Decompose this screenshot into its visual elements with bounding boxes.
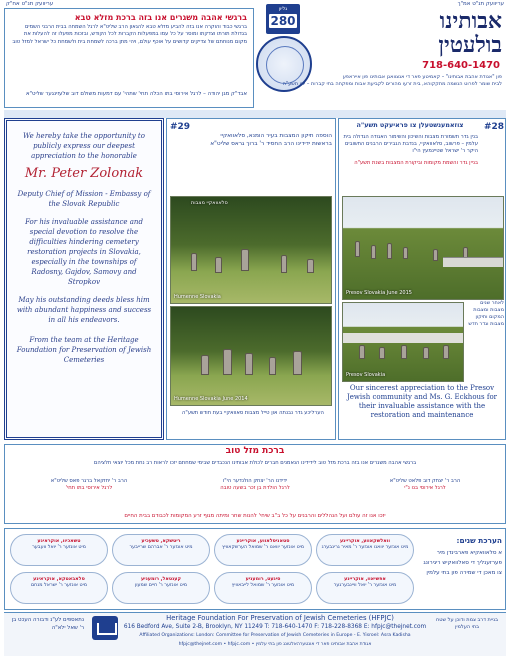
masthead-title: אבותינו: [439, 8, 502, 34]
tribute-reason: For his invaluable assistance and special devotion to resolve the difficulties hindering cemetery restoration projects in Slovakia, especially in the townships of Radosny, Gajdov, Samovy and Stropkov: [25, 218, 143, 286]
photo-humenne-cemetery-2: [170, 306, 332, 406]
chip-line: מיט אונזער יוואנו ר' שמואל הערשקאוויץ: [221, 545, 305, 551]
photo-humenne-caption-2: Humenne Slovakia June 2014: [174, 396, 248, 402]
location-chip: [112, 534, 210, 566]
tribute-panel: [4, 118, 164, 440]
location-chip: [10, 572, 108, 604]
chip-title: וואלשקאווע, אוקריינע: [339, 539, 391, 544]
chip-line: מיט אונזער ר' יואל וועבער: [32, 545, 86, 551]
masthead-sub-line2: לבית שומר לפרוט הנשמה מתקקוהא, בית זרעו מהורים לקביעת אבות ומפקחה בתי קברות – יוני תשע"ה: [282, 81, 502, 87]
issue-number: 280: [270, 14, 296, 28]
chip-title: ריטשקא, טשעכיע: [141, 539, 181, 544]
mazal-donor-1: [350, 478, 500, 492]
article-29-title: [190, 132, 332, 148]
footer-address: 616 Bedford Ave, Suite 2-B, Brooklyn, NY 11249 T: 718-640-1470 F: 718-228-8368 E: hfpjc@thejnet.com: [123, 624, 427, 630]
mazal-donor-3-line: לרגל אירוסי בתו תחי': [65, 485, 113, 492]
location-chip: [10, 534, 108, 566]
location-chip: [316, 534, 414, 566]
photo-humenne-label: סלאוואקיי מצבות: [191, 200, 228, 206]
mazal-donor-2-line: לרגל הולדת בן זכר בשעה טובה: [220, 485, 290, 492]
photo-humenne-caption-1: Humenne Slovakia: [174, 294, 221, 300]
article-29-subtitle: בראשות ידידינו הרב החסיד ר' ברוך גראס שליט"א: [210, 141, 332, 147]
article-29-number: #29: [170, 122, 191, 132]
masthead-title-line2: בולעטין: [438, 32, 502, 58]
masthead-sub-line1: פון "אגודת אהבת אבותינו" – קאמיטע פאר די אנצוואגן אבותינו פון אייראפע: [342, 74, 502, 80]
photo-presov-caption-2: Presov Slovakia: [346, 372, 386, 378]
photo-presov-cemetery-1: [342, 196, 504, 300]
notes-text: א סלאוואקיא פארבינדן מיר פערזענליך די סאלוואקיש ריגירונג צו מאכן די שמירה פון בתי עלמין: [423, 550, 502, 576]
tribute-intro: We hereby take the opportunity to publicly express our deepest appreciation to the honorable: [23, 132, 145, 160]
chip-title: סטאניסלאווע, אוקריינע: [236, 539, 290, 544]
footer-memorial-text: נתאספים לע"נ ודבורה העכט בן ר' שאל ילא"ה: [11, 617, 84, 631]
mazal-donor-2-name: ידידנו הר' יצחק הולנדער הי"ו: [222, 478, 288, 484]
chip-line: מיט אונזער יוואנו אונזער ר' מאיר גרינבערג: [321, 545, 409, 551]
article-28-body: בנין גדר תשמורת מצבות והשיכון והשימור האגודה הגדולה בית עלמין – פרשוב, סלאוואקיי, בנדבת הגבירים הרבנים החשובים היקר ר' ישראל שטיינמעץ הי"ו: [343, 134, 478, 155]
blessing-headline: ברגשי אהבה משגרים אנו בזה ברכת מזלא טבא: [74, 13, 247, 22]
top-strip-right: עריוועק תנ"ט אמ"ך: [457, 1, 504, 7]
divider-band: [4, 110, 506, 118]
photo-humenne-cemetery-1: [170, 196, 332, 304]
top-strip: [0, 0, 510, 8]
chip-title: אפשיאוו, אוקריינע: [344, 577, 386, 582]
location-chip: [316, 572, 414, 604]
chip-line: מיט אונזער ר' יואל וויינבערגער: [333, 583, 397, 589]
mazal-donor-3-name: הרב ר' יחזקאל ברגר פאס שליט"א: [50, 478, 128, 484]
footer-right-text: בניית דרב צמת ודוכן על שטח בתי העלמין: [436, 617, 498, 630]
article-28-sub: בניין גדר והשמת מקומות וביקורת המצבות בשנת תשע"ה: [354, 159, 478, 166]
article-29-headline: הוספה תיקון המצבות בעיר הומנא, סלאוואקיי: [220, 133, 332, 139]
mazal-donor-3: [14, 478, 164, 492]
mazal-tov-intro: ברגשי אהבה משגרים אנו בזה ברכת מזל טוב לידידינו הנאמנים חברים לכולת אבותינו הנכבדים שבימי שמחתם יזכו לראות רב נחת מכל יוצאי חלציהם: [93, 460, 417, 466]
tribute-honoree-name: Mr. Peter Zolonak: [24, 166, 144, 181]
tribute-from: From the team at the Heritage Foundation for Preservation of Jewish Cemeteries: [16, 336, 152, 364]
masthead-subtitle: [262, 74, 502, 88]
tribute-wish: May his outstanding deeds bless him with abundant happiness and success in all his endeavors.: [16, 296, 152, 324]
blessing-signature: אבד"ק מגן יהודה – לרגל אירוסי בתו הכלה תחי' שתהי' עם דמעות משולם דוב שלעזינגער שליט"א: [25, 91, 247, 97]
mazal-tov-title: ברכת מזל טוב: [225, 446, 285, 456]
chip-line: מיט אונזער ר' אברהם שרייבער: [129, 545, 193, 551]
mazal-donor-1-name: הרב ר' יצחק דוב פלאט שליט"א: [389, 478, 461, 484]
chip-title: קענטאל, רומעניע: [140, 577, 182, 582]
location-chip: [214, 572, 312, 604]
article-28-side-text: לאחר שנים מצבות ומצבות המקום ותיקון מצבות וגדר חדש: [468, 300, 504, 327]
article-28-number: #28: [484, 122, 505, 132]
article-28-appreciation: Our sincerest appreciation to the Presov Jewish community and Ms. G. Eckhous for their invaluable assistance with the restoration and maintenance: [346, 384, 498, 419]
chip-title: טשאכיוו, אוקראינע: [37, 539, 81, 544]
notes-heading: הערכת שנים:: [456, 536, 502, 545]
location-chip: [214, 534, 312, 566]
footer-organization: Heritage Foundation For Preservation of Jewish Cemeteries (HFPJC): [166, 614, 394, 622]
mazal-donor-2: [180, 478, 330, 492]
chip-title: סיגעט, רומעניע: [245, 577, 281, 582]
masthead-phone: 718-640-1470: [422, 60, 500, 71]
issue-label: גליון: [278, 6, 288, 12]
photo-presov-caption-1: Presov Slovakia June 2015: [346, 290, 412, 296]
chip-line: מיט אונזער ר' חיים שמעון: [134, 583, 188, 589]
chip-title: סלאבאטקא, אוקראינע: [33, 577, 85, 582]
tribute-role: Deputy Chief of Mission - Embassy of the Slovak Republic: [17, 190, 151, 208]
footer-web-link[interactable]: hfpjc@thejnet.com • hfpjc.com • אגודת אהבת אבותינו פאר די אונטערהאלטונג פון בתי עלמין: [178, 642, 372, 647]
mazal-donor-1-line: לרגל אירוסי בנו נ"י: [404, 485, 446, 492]
issue-number-box: [266, 4, 300, 34]
chip-line: מיט אונזער ר' שמואל לייבאוויץ: [231, 583, 295, 589]
article-28-header: צוזאמענשטעלן צו פראיעקט תשע"ה: [356, 121, 464, 129]
article-29-caption: הערליכע גדר נבנתה און טייל מצבות סאוואקיי בעת חודש תשע"ה: [182, 410, 324, 416]
blessing-box: [4, 8, 254, 108]
photo-presov-cemetery-2: [342, 302, 464, 382]
chip-line: מיט אונזער ר' ישראל מנחם: [31, 583, 87, 589]
location-chip: [112, 572, 210, 604]
article-28-text: [342, 134, 478, 167]
mazal-tov-footer: יזכו אנו זה עולם ועל הנהללים והרבנים על כל ב"ב שיחי' להנות שחר ומיתה מגוף זרע המקומות לכבודם בבית החיים: [124, 513, 386, 519]
top-strip-left: עריוועק תנ"ט אח"ק: [6, 1, 54, 7]
footer-affiliated: Affiliated Organizations: London: Committee for Preservation of Jewish Cemeteries in Europe - E. Yisroel: Asra Kadisha: [139, 633, 411, 638]
blessing-text: ברגשי כבוד והוקרה אנו בזה להביע מזלא טבא להגאון הרב שליט"א לרגל השמחה בבית הרבני השמים בגדולת תורתו וצדקתו ומוסר על כל עמו במפעלות הקברות לכל הקודש, ובזכות מפעלו זה להעלות את מקום מנוחתם של צדיקים קדושים על אוכף עולם, ויהי מתן ברכה לשמחת בית ולשמחת כל ישראל למזל טוב: [12, 24, 247, 45]
